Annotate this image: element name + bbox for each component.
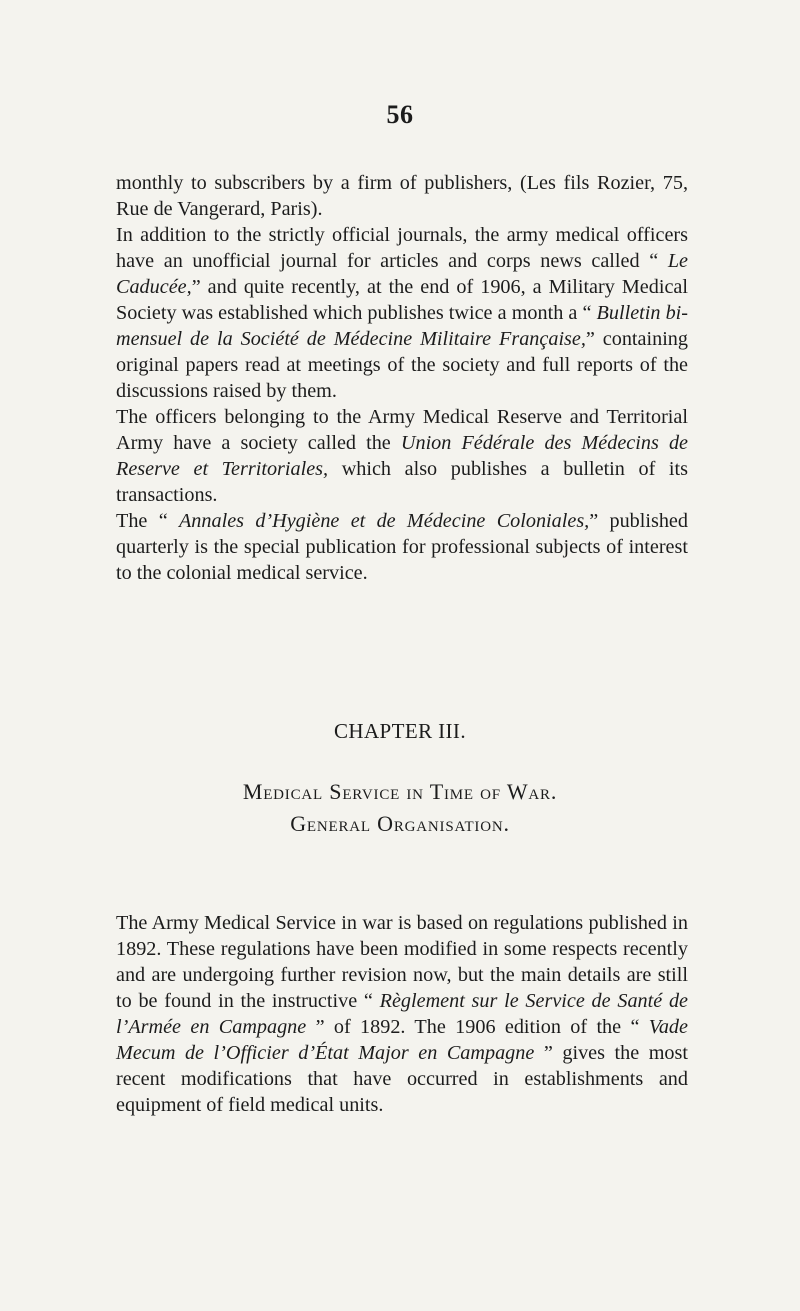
paragraph-war-regulations bbox=[116, 910, 688, 1118]
war-text-3: ” gives the most recent modifications that have occurred in establishments and equipment of field medical units. bbox=[116, 1042, 688, 1116]
paragraph-colonial-annals bbox=[116, 508, 688, 586]
journal-text-1: In addition to the strictly official journals, the army medical officers have an unofficial journal for articles and corps news called “ bbox=[116, 224, 688, 272]
bottom-text-block bbox=[116, 910, 688, 1118]
paragraph-unofficial-journal bbox=[116, 222, 688, 404]
journal-text-3: ” containing original papers read at meetings of the society and full reports of the discussions raised by them. bbox=[116, 328, 688, 402]
page-number: 56 bbox=[386, 100, 414, 129]
war-text-2: ” of 1892. The 1906 edition of the “ bbox=[306, 1016, 649, 1038]
paragraph-publishers-text: monthly to subscribers by a firm of publishers, (Les fils Rozier, 75, Rue de Vangerard, Paris). bbox=[116, 172, 688, 220]
regulation-title-reglement: Règlement sur le Service de Santé de l’Armée en Campagne bbox=[116, 990, 688, 1038]
war-text-1: The Army Medical Service in war is based on regulations published in 1892. These regulations have been modified in some respects recently and are undergoing further revision now, but the main details are still to be found in the instructive “ bbox=[116, 912, 688, 1012]
section-title-general-organisation: General Organisation. bbox=[290, 811, 510, 836]
top-text-block bbox=[116, 170, 688, 586]
section-title-medical-service: Medical Service in Time of War. bbox=[242, 779, 558, 804]
annales-text-2: ” published quarterly is the special publication for professional subjects of interest to the colonial medical service. bbox=[116, 510, 688, 584]
annales-text-1: The “ bbox=[116, 510, 179, 532]
society-title-union-federale: Union Fédérale des Médecins de Reserve et Territoriales, bbox=[116, 432, 688, 480]
reserve-text-1: The officers belonging to the Army Medical Reserve and Territorial Army have a society called the bbox=[116, 406, 688, 454]
journal-title-bulletin: Bulletin bi-mensuel de la Société de Médecine Militaire Française, bbox=[116, 302, 688, 350]
reserve-text-2: which also publishes a bulletin of its transactions. bbox=[116, 458, 689, 506]
paragraph-reserve-society bbox=[116, 404, 688, 508]
journal-text-2: ” and quite recently, at the end of 1906, a Military Medical Society was established which publishes twice a month a “ bbox=[116, 276, 688, 324]
chapter-title: CHAPTER III. bbox=[334, 719, 466, 743]
regulation-title-vade-mecum: Vade Mecum de l’Officier d’État Major en Campagne bbox=[116, 1016, 688, 1064]
paragraph-publishers bbox=[116, 170, 688, 222]
journal-title-le-caducee: Le Caducée, bbox=[116, 250, 688, 298]
journal-title-annales: Annales d’Hygiène et de Médecine Coloniales, bbox=[178, 510, 590, 532]
